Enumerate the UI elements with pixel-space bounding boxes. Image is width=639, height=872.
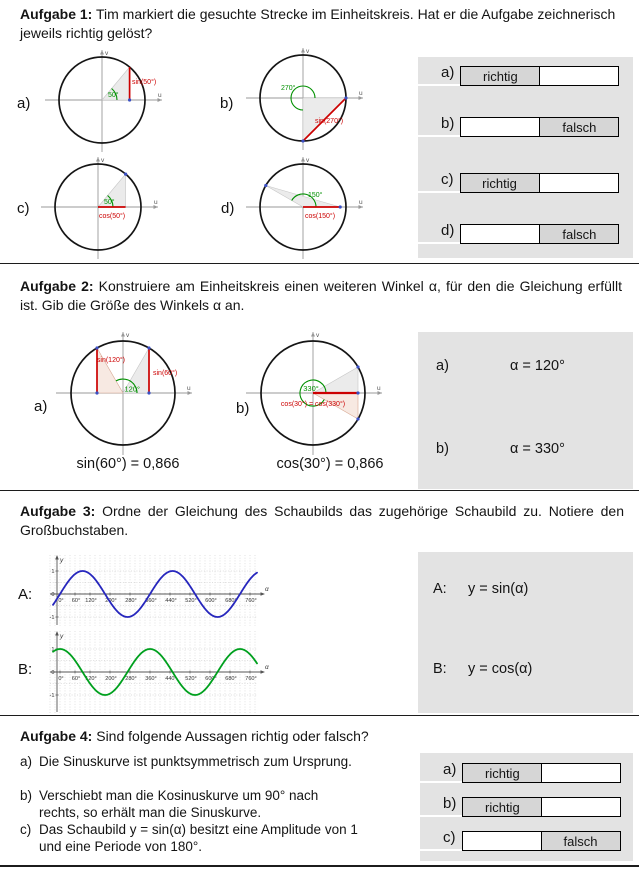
answer-cell-falsch[interactable] bbox=[539, 67, 618, 85]
v-axis-label: v bbox=[306, 48, 310, 55]
task1-title-bold: Aufgabe 1: bbox=[20, 6, 93, 22]
task3-answer-a-value: y = sin(α) bbox=[468, 581, 529, 597]
point-marker bbox=[147, 391, 150, 394]
answer-cell-richtig[interactable] bbox=[461, 225, 539, 243]
svg-text:360°: 360° bbox=[145, 598, 157, 604]
task1-title bbox=[20, 5, 622, 43]
answer-cells bbox=[460, 66, 619, 86]
unit-circle-sin270 bbox=[238, 43, 368, 153]
task2-circle-b-letter: b) bbox=[236, 400, 250, 417]
v-axis-label: v bbox=[306, 157, 310, 164]
statement-marker: c) bbox=[20, 822, 32, 837]
answer-row-1c bbox=[418, 170, 619, 193]
segment-label: cos(50°) bbox=[99, 213, 126, 220]
task3-answer-a-label: A: bbox=[433, 581, 447, 597]
segment-label: sin(50°) bbox=[132, 79, 157, 86]
svg-text:200°: 200° bbox=[105, 598, 117, 604]
section-divider bbox=[0, 263, 639, 264]
answer-cells bbox=[460, 173, 619, 193]
task2-caption-a: sin(60°) = 0,866 bbox=[76, 456, 180, 472]
shaded-triangle-120 bbox=[97, 348, 123, 393]
answer-cells bbox=[462, 797, 621, 817]
svg-text:y: y bbox=[60, 633, 64, 640]
task1-title-text: Tim markiert die gesuchte Strecke im Einheitskreis. Hat er die Aufgabe zeichnerisch jeweils richtig gelöst? bbox=[20, 6, 616, 41]
svg-text:600°: 600° bbox=[205, 598, 217, 604]
task3-answer-b-value: y = cos(α) bbox=[468, 661, 533, 677]
unit-circle-cos150 bbox=[238, 152, 368, 262]
v-axis-label: v bbox=[105, 50, 109, 57]
segment-label: sin(270°) bbox=[315, 118, 344, 125]
point-marker bbox=[339, 205, 342, 208]
svg-text:120°: 120° bbox=[85, 676, 97, 682]
task4-title bbox=[20, 727, 520, 746]
statement-text: Das Schaubild y = sin(α) besitzt eine Amplitude von 1 und eine Periode von 180°. bbox=[39, 822, 358, 854]
page-bottom-rule bbox=[0, 865, 639, 867]
answer-label: b) bbox=[420, 794, 462, 817]
angle-label: 150° bbox=[308, 192, 323, 199]
task2-caption-b: cos(30°) = 0,866 bbox=[276, 456, 384, 472]
statement-marker: b) bbox=[20, 788, 33, 803]
answer-cell-richtig[interactable]: richtig bbox=[463, 798, 541, 816]
answer-row-1b bbox=[418, 114, 619, 137]
v-axis-label: v bbox=[126, 332, 130, 339]
answer-row-4c bbox=[420, 828, 621, 851]
svg-text:0: 0 bbox=[51, 670, 55, 677]
task2-title bbox=[20, 277, 622, 315]
angle-label: 120° bbox=[124, 384, 141, 394]
unit-circle-sin60-sin120 bbox=[48, 318, 198, 468]
svg-text:360°: 360° bbox=[145, 676, 157, 682]
answer-cells bbox=[462, 831, 621, 851]
statement-a bbox=[20, 754, 380, 771]
point-marker bbox=[344, 96, 347, 99]
task2-answer-a-label: a) bbox=[436, 358, 449, 374]
point-marker bbox=[95, 346, 98, 349]
answer-row-1a bbox=[418, 63, 619, 86]
svg-text:α: α bbox=[265, 586, 269, 593]
svg-text:1: 1 bbox=[51, 569, 55, 576]
u-axis-label: u bbox=[359, 199, 363, 206]
svg-text:440°: 440° bbox=[165, 598, 177, 604]
segment-label: cos(30°) = cos(330°) bbox=[280, 401, 346, 408]
sine-graph-A bbox=[48, 553, 273, 628]
svg-text:0°: 0° bbox=[58, 598, 64, 604]
task2-answer-panel bbox=[418, 332, 633, 489]
svg-text:760°: 760° bbox=[245, 676, 257, 682]
answer-label: c) bbox=[420, 828, 462, 851]
task2-circle-a-letter: a) bbox=[34, 398, 48, 415]
answer-cell-richtig[interactable]: richtig bbox=[463, 764, 541, 782]
point-marker bbox=[147, 346, 150, 349]
angle-label: 50° bbox=[108, 92, 119, 99]
segment-label-sin60: sin(60°) bbox=[153, 370, 178, 377]
answer-cell-richtig[interactable] bbox=[463, 832, 541, 850]
answer-label: a) bbox=[420, 760, 462, 783]
statement-text: Die Sinuskurve ist punktsymmetrisch zum Ursprung. bbox=[39, 754, 352, 769]
u-axis-label: u bbox=[154, 199, 158, 206]
answer-cells bbox=[460, 117, 619, 137]
svg-text:680°: 680° bbox=[225, 598, 237, 604]
statement-text: Verschiebt man die Kosinuskurve um 90° nach rechts, so erhält man die Sinuskurve. bbox=[39, 788, 319, 820]
unit-circle-cos50 bbox=[33, 152, 163, 262]
task2-answer-b-label: b) bbox=[436, 441, 449, 457]
point-marker bbox=[124, 173, 127, 176]
u-axis-label: u bbox=[359, 90, 363, 97]
task3-answer-panel bbox=[418, 552, 633, 713]
answer-label: c) bbox=[418, 170, 460, 193]
cosine-graph-B bbox=[48, 629, 273, 715]
svg-text:0: 0 bbox=[51, 592, 55, 599]
u-axis-label: u bbox=[158, 92, 162, 99]
v-axis-label: v bbox=[101, 157, 105, 164]
unit-circle-sin50 bbox=[37, 45, 167, 155]
point-marker bbox=[301, 139, 304, 142]
task3-title-text: Ordne der Gleichung des Schaubilds das zugehörige Schaubild zu. Notiere den Großbuchstaben. bbox=[20, 503, 624, 538]
task3-title bbox=[20, 502, 624, 540]
point-marker bbox=[128, 98, 131, 101]
answer-cell-falsch[interactable]: falsch bbox=[539, 225, 618, 243]
svg-text:280°: 280° bbox=[125, 676, 137, 682]
answer-cell-richtig[interactable]: richtig bbox=[461, 174, 539, 192]
answer-label: b) bbox=[418, 114, 460, 137]
svg-text:-1: -1 bbox=[49, 693, 55, 700]
svg-text:0°: 0° bbox=[58, 676, 64, 682]
point-marker bbox=[356, 365, 359, 368]
shaded-triangle-30 bbox=[313, 367, 358, 393]
section-divider bbox=[0, 490, 639, 491]
angle-label: 270° bbox=[281, 85, 296, 92]
task2-answer-a-value: α = 120° bbox=[510, 358, 565, 374]
task2-title-bold: Aufgabe 2: bbox=[20, 278, 94, 294]
v-axis-label: v bbox=[316, 332, 320, 339]
graph-a-letter: A: bbox=[18, 586, 33, 603]
task1-circle-c-letter: c) bbox=[17, 200, 30, 217]
svg-text:1: 1 bbox=[51, 647, 55, 654]
point-marker bbox=[356, 391, 359, 394]
point-marker bbox=[95, 391, 98, 394]
task1-circle-d-letter: d) bbox=[221, 200, 235, 217]
unit-circle-cos30-cos330 bbox=[238, 318, 388, 468]
task3-answer-b-label: B: bbox=[433, 661, 447, 677]
answer-row-4a bbox=[420, 760, 621, 783]
axes bbox=[56, 332, 192, 455]
answer-cell-richtig[interactable] bbox=[461, 118, 539, 136]
graph-b-letter: B: bbox=[18, 661, 33, 678]
answer-row-1d bbox=[418, 221, 619, 244]
point-marker bbox=[356, 417, 359, 420]
task2-answer-b-value: α = 330° bbox=[510, 441, 565, 457]
svg-text:60°: 60° bbox=[71, 598, 81, 604]
svg-text:280°: 280° bbox=[125, 598, 137, 604]
answer-cell-richtig[interactable]: richtig bbox=[461, 67, 539, 85]
answer-cells bbox=[462, 763, 621, 783]
angle-label: 330° bbox=[303, 384, 319, 393]
answer-cell-falsch[interactable] bbox=[541, 764, 620, 782]
task1-circle-b-letter: b) bbox=[220, 95, 234, 112]
angle-label: 50° bbox=[104, 199, 115, 206]
u-axis-label: u bbox=[377, 385, 381, 392]
point-marker bbox=[264, 184, 267, 187]
statement-marker: a) bbox=[20, 754, 33, 769]
segment-label-sin120: sin(120°) bbox=[96, 357, 125, 364]
svg-text:y: y bbox=[60, 557, 64, 564]
u-axis-label: u bbox=[187, 385, 191, 392]
answer-cells bbox=[460, 224, 619, 244]
svg-text:-1: -1 bbox=[49, 615, 55, 622]
answer-cell-falsch[interactable]: falsch bbox=[541, 832, 620, 850]
svg-text:520°: 520° bbox=[185, 676, 197, 682]
statement-b bbox=[20, 788, 380, 821]
task3-title-bold: Aufgabe 3: bbox=[20, 503, 96, 519]
answer-row-4b bbox=[420, 794, 621, 817]
svg-text:760°: 760° bbox=[245, 598, 257, 604]
svg-text:440°: 440° bbox=[165, 676, 177, 682]
task1-circle-a-letter: a) bbox=[17, 95, 31, 112]
answer-label: a) bbox=[418, 63, 460, 86]
segment-label: cos(150°) bbox=[305, 213, 336, 220]
section-divider bbox=[0, 715, 639, 716]
answer-cell-falsch[interactable]: falsch bbox=[539, 118, 618, 136]
answer-cell-falsch[interactable] bbox=[539, 174, 618, 192]
svg-text:520°: 520° bbox=[185, 598, 197, 604]
task2-title-text: Konstruiere am Einheitskreis einen weiteren Winkel α, für den die Gleichung erfüllt ist. Gib die Größe des Winkels α an. bbox=[20, 278, 623, 313]
svg-text:600°: 600° bbox=[205, 676, 217, 682]
svg-text:60°: 60° bbox=[71, 676, 81, 682]
answer-cell-falsch[interactable] bbox=[541, 798, 620, 816]
answer-label: d) bbox=[418, 221, 460, 244]
svg-text:680°: 680° bbox=[225, 676, 237, 682]
task4-title-bold: Aufgabe 4: bbox=[20, 728, 93, 744]
svg-text:200°: 200° bbox=[105, 676, 117, 682]
svg-text:α: α bbox=[265, 664, 269, 671]
svg-text:120°: 120° bbox=[85, 598, 97, 604]
statement-c bbox=[20, 822, 380, 855]
task4-title-text: Sind folgende Aussagen richtig oder falsch? bbox=[96, 728, 369, 744]
